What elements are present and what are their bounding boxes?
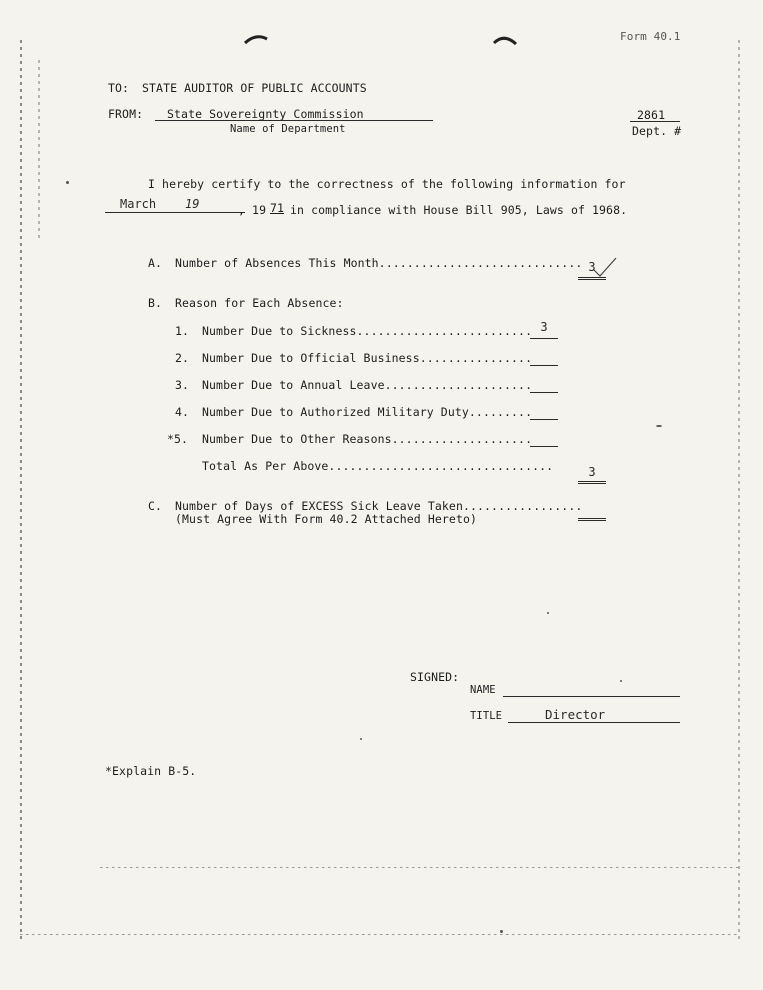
b-item-4-answer-line: [530, 419, 558, 420]
section-a-label: Number of Absences This Month.............................: [175, 256, 583, 270]
speck: [66, 181, 69, 184]
b-item-1-answer-line: [530, 338, 558, 339]
speck: [656, 425, 662, 427]
right-margin-speckle: [738, 40, 740, 940]
dept-number-underline: [630, 121, 680, 122]
section-c-label-line1: Number of Days of EXCESS Sick Leave Taken.................: [175, 499, 583, 513]
certify-year-suffix: 71: [270, 201, 285, 215]
dept-number-caption: Dept. #: [632, 124, 682, 138]
bottom-scan-line-2: [20, 934, 740, 935]
b-item-5-num: *5.: [167, 432, 189, 446]
from-label: FROM:: [108, 107, 144, 121]
title-line: [508, 722, 680, 723]
b-item-1-label: Number Due to Sickness.........................: [202, 324, 533, 338]
speck: [547, 612, 549, 614]
b-item-1-value: 3: [540, 320, 548, 334]
certify-statement: I hereby certify to the correctness of the following information for: [148, 177, 626, 191]
b-item-5-label: Number Due to Other Reasons....................: [202, 432, 533, 446]
section-b-label: Reason for Each Absence:: [175, 296, 344, 310]
total-label: Total As Per Above................................: [202, 459, 554, 473]
signed-label: SIGNED:: [410, 670, 460, 684]
certify-year-prefix: , 19: [238, 203, 267, 217]
department-caption: Name of Department: [230, 123, 346, 135]
section-a-letter: A.: [148, 256, 163, 270]
title-value: Director: [545, 707, 606, 722]
name-signature-line: [503, 696, 680, 697]
section-c-letter: C.: [148, 499, 163, 513]
section-a-value: 3: [588, 260, 596, 274]
certify-month: March: [120, 197, 157, 211]
b-item-3-num: 3.: [175, 378, 190, 392]
b-item-5-answer-line: [530, 446, 558, 447]
total-answer-line: [578, 481, 606, 484]
b-item-2-label: Number Due to Official Business................: [202, 351, 533, 365]
b-item-3-answer-line: [530, 392, 558, 393]
speck: [360, 738, 362, 740]
total-value: 3: [588, 465, 596, 479]
b-item-4-label: Number Due to Authorized Military Duty.........: [202, 405, 533, 419]
b-item-2-num: 2.: [175, 351, 190, 365]
to-label: TO:: [108, 81, 130, 95]
section-c-label-line2: (Must Agree With Form 40.2 Attached Hereto): [175, 512, 478, 526]
form-number: Form 40.1: [620, 30, 681, 43]
department-name: State Sovereignty Commission: [167, 107, 364, 121]
title-label: TITLE: [470, 710, 503, 722]
punch-mark-left: [243, 33, 269, 45]
section-b-letter: B.: [148, 296, 163, 310]
bottom-scan-line: [100, 867, 740, 868]
section-c-answer-line: [578, 518, 606, 521]
certify-compliance: in compliance with House Bill 905, Laws of 1968.: [290, 203, 628, 217]
b-item-4-num: 4.: [175, 405, 190, 419]
footnote-explain: *Explain B-5.: [105, 764, 197, 778]
left-margin-speckle: [20, 40, 22, 940]
check-mark: [592, 256, 618, 278]
name-label: NAME: [470, 684, 496, 696]
punch-mark-right: [492, 33, 518, 47]
dept-number: 2861: [637, 108, 666, 122]
speck: [500, 930, 503, 933]
b-item-2-answer-line: [530, 365, 558, 366]
speck: [620, 680, 622, 682]
b-item-1-num: 1.: [175, 324, 190, 338]
date-underline: [105, 212, 245, 213]
to-value: STATE AUDITOR OF PUBLIC ACCOUNTS: [142, 81, 367, 95]
left-margin-speckle-2: [38, 60, 40, 240]
certify-day: 19: [185, 197, 200, 211]
department-underline: [155, 120, 433, 121]
b-item-3-label: Number Due to Annual Leave.....................: [202, 378, 533, 392]
